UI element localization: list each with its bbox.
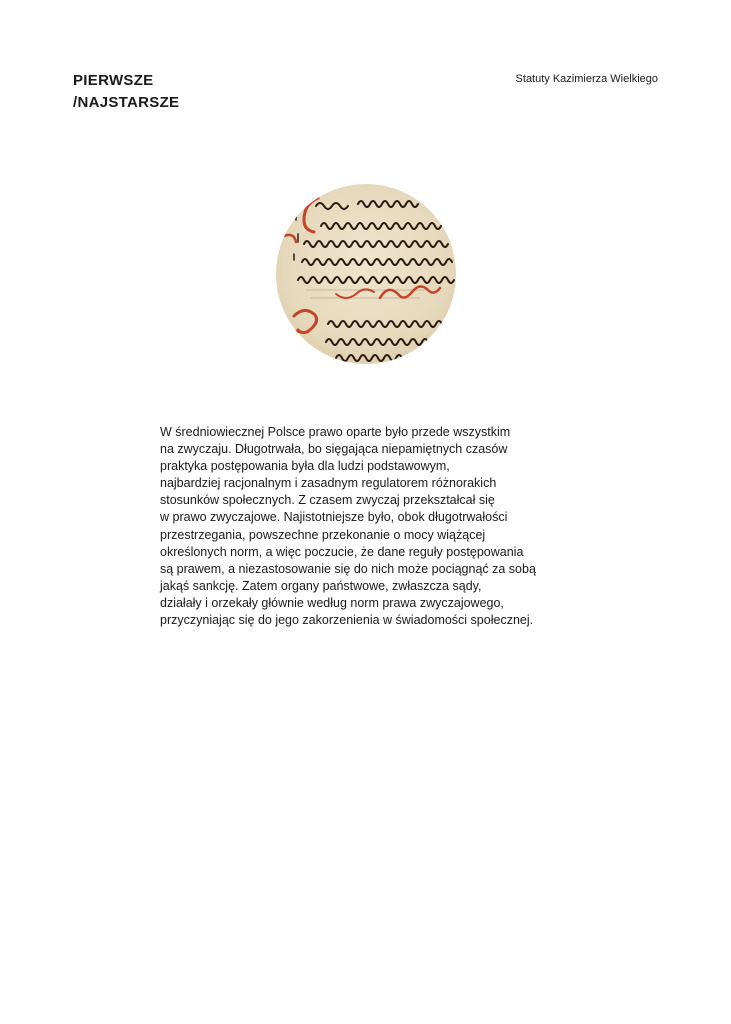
manuscript-photo-icon xyxy=(276,184,456,364)
body-line: jakąś sankcję. Zatem organy państwowe, zwłaszcza sądy, xyxy=(160,578,482,593)
section-title-line-1: PIERWSZE xyxy=(73,72,154,89)
section-title xyxy=(73,70,179,114)
body-line: praktyka postępowania była dla ludzi podstawowym, xyxy=(160,459,450,474)
body-line: przestrzegania, powszechne przekonanie o mocy wiążącej xyxy=(160,527,486,542)
body-line: przyczyniając się do jego zakorzenienia w świadomości społecznej. xyxy=(160,613,534,628)
running-head: Statuty Kazimierza Wielkiego xyxy=(515,73,658,85)
body-line: w prawo zwyczajowe. Najistotniejsze było, obok długotrwałości xyxy=(160,510,508,525)
body-line: działały i orzekały głównie według norm prawa zwyczajowego, xyxy=(160,595,504,610)
section-title-line-2: /NAJSTARSZE xyxy=(73,94,180,111)
body-line: W średniowiecznej Polsce prawo oparte było przede wszystkim xyxy=(160,425,511,439)
body-line: określonych norm, a więc poczucie, że dane reguły postępowania xyxy=(160,544,524,559)
body-paragraph xyxy=(160,424,590,629)
body-line: na zwyczaju. Długotrwała, bo sięgająca niepamiętnych czasów xyxy=(160,442,508,457)
body-line: są prawem, a niezastosowanie się do nich może pociągnąć za sobą xyxy=(160,561,536,576)
body-line: najbardziej racjonalnym i zasadnym regulatorem różnorakich xyxy=(160,476,497,491)
body-line: stosunków społecznych. Z czasem zwyczaj przekształcał się xyxy=(160,493,495,508)
